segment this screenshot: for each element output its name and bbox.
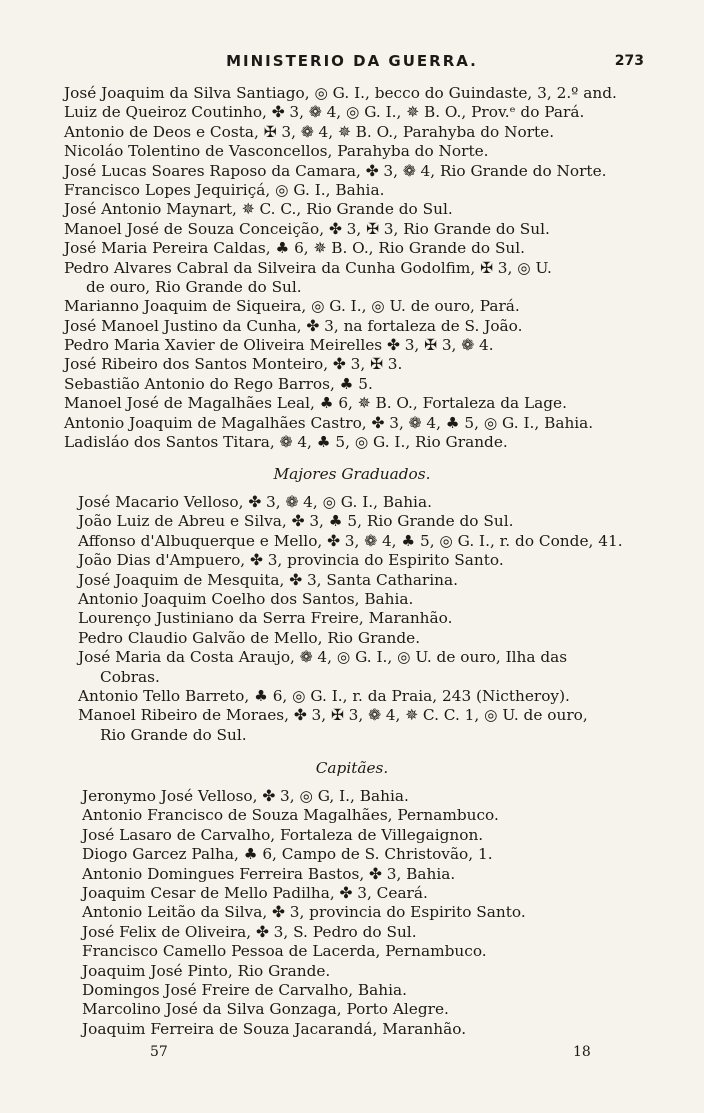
page-header bbox=[0, 52, 704, 74]
list-entry: Manoel José de Magalhães Leal, ♣ 6, ✵ B. O., Fortaleza da Lage. bbox=[64, 394, 567, 413]
list-entry: José Joaquim de Mesquita, ✤ 3, Santa Catharina. bbox=[78, 570, 458, 589]
list-entry: José Macario Velloso, ✤ 3, ❁ 4, ◎ G. I., Bahia. bbox=[78, 493, 432, 511]
list-entry: Francisco Camello Pessoa de Lacerda, Pernambuco. bbox=[82, 942, 487, 961]
list-entry: Nicoláo Tolentino de Vasconcellos, Parahyba do Norte. bbox=[64, 142, 489, 161]
officer-list-section1 bbox=[64, 84, 617, 452]
list-entry: José Maria Pereira Caldas, ♣ 6, ✵ B. O., Rio Grande do Sul. bbox=[64, 239, 526, 258]
officer-list-capitaes bbox=[82, 787, 526, 1039]
section-heading: Capitães. bbox=[315, 759, 389, 777]
list-entry: Antonio Joaquim Coelho dos Santos, Bahia. bbox=[78, 589, 414, 608]
list-entry: Antonio Tello Barreto, ♣ 6, ◎ G. I., r. da Praia, 243 (Nictheroy). bbox=[78, 686, 570, 705]
signature-mark-right: 18 bbox=[573, 1044, 591, 1060]
list-entry: José Antonio Maynart, ✵ C. C., Rio Grande do Sul. bbox=[64, 200, 453, 219]
list-entry-continuation: de ouro, Rio Grande do Sul. bbox=[86, 277, 302, 296]
section-heading: Majores Graduados. bbox=[273, 465, 431, 483]
list-entry: Affonso d'Albuquerque e Mello, ✤ 3, ❁ 4, ♣ 5, ◎ G. I., r. do Conde, 41. bbox=[78, 531, 623, 550]
list-entry: Ladisláo dos Santos Titara, ❁ 4, ♣ 5, ◎ G. I., Rio Grande. bbox=[64, 433, 508, 452]
list-entry: Sebastião Antonio do Rego Barros, ♣ 5. bbox=[64, 374, 373, 393]
list-entry: Antonio Domingues Ferreira Bastos, ✤ 3, Bahia. bbox=[82, 864, 456, 883]
signature-mark-left: 57 bbox=[150, 1044, 168, 1060]
list-entry: Pedro Maria Xavier de Oliveira Meirelles ✤ 3, ✠ 3, ❁ 4. bbox=[64, 336, 494, 355]
list-entry: João Luiz de Abreu e Silva, ✤ 3, ♣ 5, Rio Grande do Sul. bbox=[78, 512, 514, 531]
section-heading-majores bbox=[0, 465, 704, 484]
list-entry: Domingos José Freire de Carvalho, Bahia. bbox=[82, 980, 408, 999]
page-number: 273 bbox=[614, 53, 644, 69]
list-entry: Antonio Leitão da Silva, ✤ 3, provincia do Espirito Santo. bbox=[82, 903, 526, 922]
list-entry-continuation: Rio Grande do Sul. bbox=[100, 725, 247, 744]
list-entry: José Lasaro de Carvalho, Fortaleza de Villegaignon. bbox=[82, 825, 484, 844]
list-entry: Jeronymo José Velloso, ✤ 3, ◎ G, I., Bahia. bbox=[82, 787, 409, 805]
list-entry: Manoel José de Souza Conceição, ✤ 3, ✠ 3, Rio Grande do Sul. bbox=[64, 219, 550, 238]
list-entry: Joaquim José Pinto, Rio Grande. bbox=[82, 961, 331, 980]
list-entry: José Lucas Soares Raposo da Camara, ✤ 3, ❁ 4, Rio Grande do Norte. bbox=[64, 161, 607, 180]
list-entry: Marianno Joaquim de Siqueira, ◎ G. I., ◎ U. de ouro, Pará. bbox=[64, 297, 520, 316]
list-entry: João Dias d'Ampuero, ✤ 3, provincia do Espirito Santo. bbox=[78, 551, 504, 570]
officer-list-majores bbox=[78, 493, 623, 745]
list-entry: Antonio Francisco de Souza Magalhães, Pernambuco. bbox=[82, 806, 499, 825]
section-heading-capitaes bbox=[0, 759, 704, 778]
list-entry: José Joaquim da Silva Santiago, ◎ G. I., becco do Guindaste, 3, 2.º and. bbox=[64, 84, 617, 102]
list-entry: José Felix de Oliveira, ✤ 3, S. Pedro do Sul. bbox=[82, 922, 417, 941]
list-entry: Joaquim Cesar de Mello Padilha, ✤ 3, Ceará. bbox=[82, 883, 428, 902]
page-footer bbox=[0, 1044, 704, 1066]
list-entry-continuation: Cobras. bbox=[100, 667, 160, 686]
list-entry: Lourenço Justiniano da Serra Freire, Maranhão. bbox=[78, 609, 453, 628]
list-entry: José Ribeiro dos Santos Monteiro, ✤ 3, ✠ 3. bbox=[64, 355, 403, 374]
list-entry: Pedro Alvares Cabral da Silveira da Cunha Godolfim, ✠ 3, ◎ U. bbox=[64, 258, 552, 277]
list-entry: Marcolino José da Silva Gonzaga, Porto Alegre. bbox=[82, 1000, 449, 1019]
list-entry: Manoel Ribeiro de Moraes, ✤ 3, ✠ 3, ❁ 4, ✵ C. C. 1, ◎ U. de ouro, bbox=[78, 706, 588, 725]
list-entry: Diogo Garcez Palha, ♣ 6, Campo de S. Christovão, 1. bbox=[82, 845, 493, 864]
list-entry: José Maria da Costa Araujo, ❁ 4, ◎ G. I., ◎ U. de ouro, Ilha das bbox=[78, 648, 568, 667]
list-entry: Pedro Claudio Galvão de Mello, Rio Grande. bbox=[78, 628, 421, 647]
list-entry: Francisco Lopes Jequiriçá, ◎ G. I., Bahia. bbox=[64, 180, 385, 199]
list-entry: José Manoel Justino da Cunha, ✤ 3, na fortaleza de S. João. bbox=[64, 316, 523, 335]
list-entry: Joaquim Ferreira de Souza Jacarandá, Maranhão. bbox=[82, 1019, 467, 1038]
list-entry: Antonio Joaquim de Magalhães Castro, ✤ 3, ❁ 4, ♣ 5, ◎ G. I., Bahia. bbox=[64, 413, 594, 432]
running-title: MINISTERIO DA GUERRA. bbox=[226, 52, 478, 70]
list-entry: Antonio de Deos e Costa, ✠ 3, ❁ 4, ✵ B. O., Parahyba do Norte. bbox=[64, 122, 555, 141]
list-entry: Luiz de Queiroz Coutinho, ✤ 3, ❁ 4, ◎ G. I., ✵ B. O., Prov.ᵉ do Pará. bbox=[64, 103, 585, 122]
